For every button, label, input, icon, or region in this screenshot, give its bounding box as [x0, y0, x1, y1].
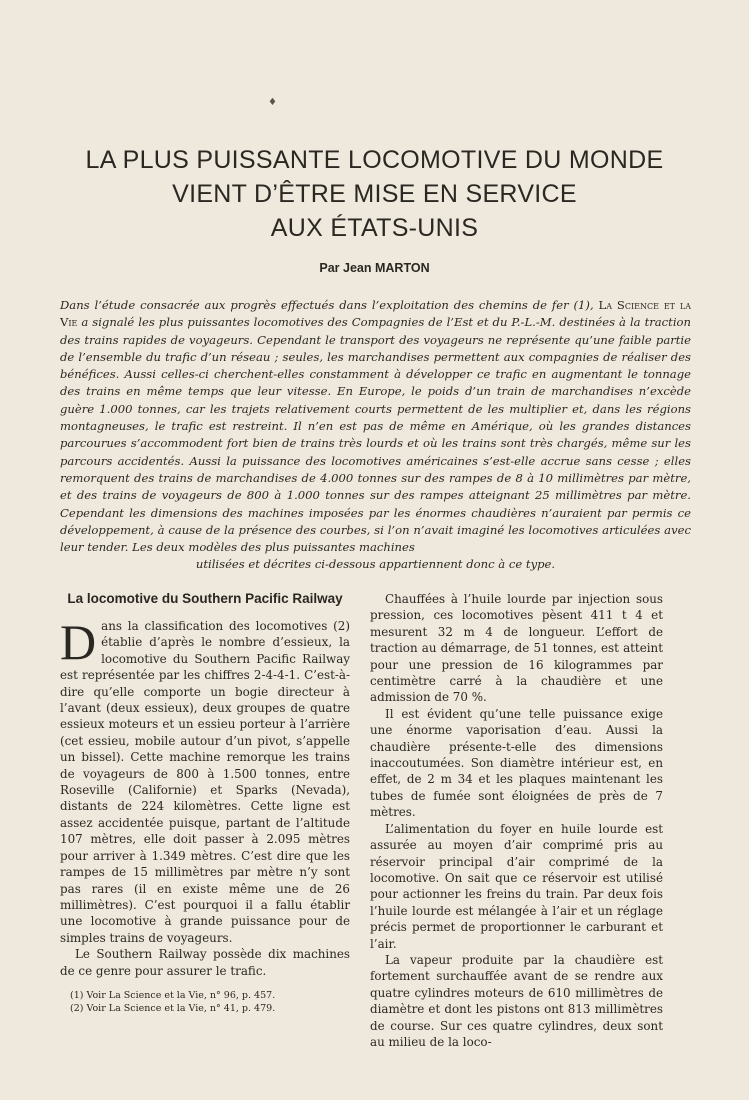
right-paragraph-4: La vapeur produite par la chaudière est fortement surchauffée avant de se rendre aux quatre cylindres moteurs de 610 millimètres de diamètre et dont les pistons ont 813 millimètres de course. Sur ces quatre cylindres, deux sont au milieu de la loco- [370, 952, 663, 1049]
left-paragraph-2: Le Southern Railway possède dix machines de ce genre pour assurer le trafic. [60, 947, 350, 978]
footnote-1: (1) Voir La Science et la Vie, n° 96, p. 457. [70, 989, 276, 1001]
right-paragraph-3: L’alimentation du foyer en huile lourde est assurée au moyen d’air comprimé pris au réservoir principal d’air comprimé de la locomotive. On sait que ce réservoir est utilisé pour actionner les freins du train. Par deux fois l’huile lourde est mélangée à l’air et un réglage précis permet de proportionner le carburant et l’air. [370, 821, 663, 951]
right-paragraph-2: Il est évident qu’une telle puissance exige une énorme vaporisation d’eau. Aussi la chaudière présente-t-elle des dimensions inaccoutumées. Son diamètre intérieur est, en effet, de 2 m 34 et les plaques maintenant les tubes de fumée sont éloignées de près de 7 mètres. [370, 706, 663, 820]
top-ink-mark: ♦ [268, 97, 277, 108]
byline: Par Jean MARTON [319, 261, 430, 275]
intro-paragraph [60, 297, 691, 574]
right-paragraph-1: Chauffées à l’huile lourde par injection sous pression, ces locomotives pèsent 411 t 4 et mesurent 32 m 4 de longueur. L’effort de traction au démarrage, de 51 tonnes, est atteint pour une pression de 16 kilogrammes par centimètre carré à la chaudière et une admission de 70 %. [370, 592, 663, 705]
page-title [40, 143, 709, 245]
title-line-2: VIENT D’ÊTRE MISE EN SERVICE [172, 180, 577, 208]
intro-part-2: a signalé les plus puissantes locomotives des Compagnies de l’Est et du P.-L.-M. destinées à la traction des trains rapides de voyageurs. Cependant le transport des voyageurs ne représente qu’une faible partie de l’ensemble du trafic d’un réseau ; seules, les marchandises permettent aux compagnies de réaliser des bénéfices. Aussi celles-ci cherchent-elles constamment à développer ce trafic en augmentant le tonnage des trains en même temps que leur vitesse. En Europe, le poids d’un train de marchandises n’excède guère 1.000 tonnes, car les trajets relativement courts permettent de les multiplier et, dans les régions montagneuses, le trafic est restreint. Il n’en est pas de même en Amérique, où les grandes distances parcourues s’accommodent fort bien de trains très lourds et où les trains sont très chargés, même sur les parcours accidentés. Aussi la puissance des locomotives américaines s’est-elle accrue sans cesse ; elles remorquent des trains de marchandises de 4.000 tonnes sur des rampes de 8 à 10 millimètres par mètre, et des trains de voyageurs de 800 à 1.000 tonnes sur des rampes atteignant 25 millimètres par mètre. Cependant les dimensions des machines imposées par les énormes chaudières n’auraient par permis ce développement, à cause de la présence des courbes, si l’on n’avait imaginé les locomotives articulées avec leur tender. Les deux modèles des plus puissantes machines [60, 315, 691, 555]
intro-last-line: utilisées et décrites ci-dessous appartiennent donc à ce type. [195, 557, 556, 572]
title-line-1: LA PLUS PUISSANTE LOCOMOTIVE DU MONDE [85, 146, 664, 174]
intro-magazine-name: La Science et la Vie [60, 298, 691, 330]
right-column [370, 591, 663, 1050]
left-paragraph-1-text: ans la classification des locomotives (2) établie d’après le nombre d’essieux, la locomotive du Southern Pacific Railway est représentée par les chiffres 2-4-4-1. C’est-à-dire qu’elle comporte un bogie directeur à l’avant (deux essieux), deux groupes de quatre essieux moteurs et un essieu porteur à l’arrière (cet essieu, mobile autour d’un pivot, s’appelle un bissel). Cette machine remorque les trains de voyageurs de 800 à 1.500 tonnes, entre Roseville (Californie) et Sparks (Nevada), distants de 224 kilomètres. Cette ligne est assez accidentée puisque, partant de l’altitude 107 mètres, elle doit passer à 2.095 mètres pour arriver à 1.349 mètres. C’est dire que les rampes de 15 millimètres par mètre n’y sont pas rares (il en existe même une de 26 millimètres). C’est pourquoi il a fallu établir une locomotive à grande puissance pour de simples trains de voyageurs. [60, 619, 350, 945]
intro-part-1: Dans l’étude consacrée aux progrès effectués dans l’exploitation des chemins de fer (1), [60, 298, 599, 312]
footnote-2: (2) Voir La Science et la Vie, n° 41, p. 479. [70, 1002, 276, 1014]
section-heading: La locomotive du Southern Pacific Railway [67, 591, 343, 606]
left-paragraph-1 [60, 614, 350, 946]
drop-cap: D [60, 614, 97, 670]
title-line-3: AUX ÉTATS-UNIS [270, 214, 479, 242]
left-column [60, 590, 350, 1015]
footnotes [60, 989, 350, 1015]
